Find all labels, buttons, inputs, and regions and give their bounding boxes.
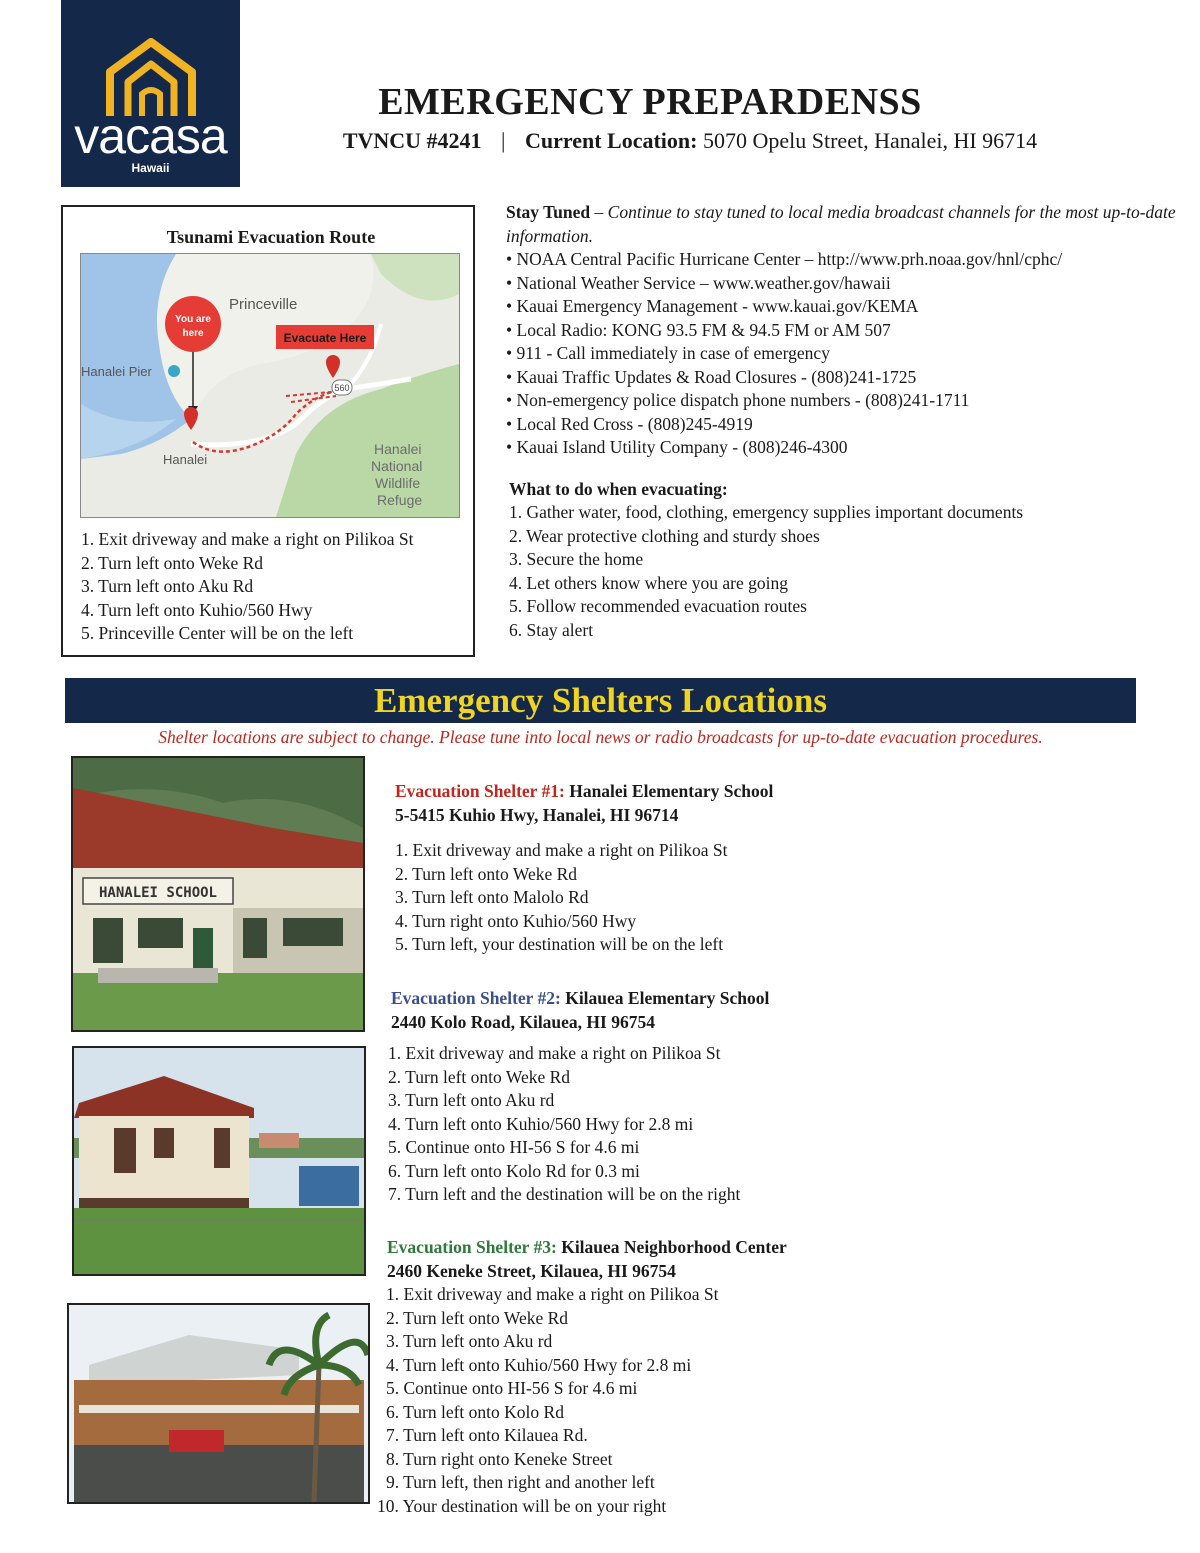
resource-item: • 911 - Call immediately in case of emergency — [506, 343, 830, 363]
shelter-step: 5. Continue onto HI-56 S for 4.6 mi — [386, 1378, 638, 1398]
shelter-step: 1. Exit driveway and make a right on Pilikoa St — [386, 1284, 719, 1304]
route-step: 1. Exit driveway and make a right on Pilikoa St — [81, 529, 414, 549]
shelter-2-photo — [72, 1046, 366, 1276]
shelter-step: 8. Turn right onto Keneke Street — [386, 1448, 613, 1469]
shelter-step: 3. Turn left onto Malolo Rd — [395, 887, 589, 907]
map-label-refuge-1: Hanalei — [374, 441, 422, 457]
logo-brand: vacasa — [74, 108, 227, 164]
shelter-2-heading — [391, 986, 769, 1010]
shelter-3-label: Evacuation Shelter #3: — [387, 1237, 557, 1257]
info-column — [506, 201, 1186, 642]
evacuate-here-label: Evacuate Here — [283, 331, 367, 345]
shelter-1-steps — [395, 839, 727, 957]
shelter-step: 7. Turn left onto Kilauea Rd. — [386, 1425, 588, 1445]
school-sign: HANALEI SCHOOL — [98, 885, 218, 901]
resource-item: • Kauai Emergency Management - www.kauai.gov/KEMA — [506, 296, 919, 316]
you-are-here-line1: You are — [175, 314, 211, 325]
map-label-refuge-2: National — [371, 458, 423, 474]
shelter-step: 2. Turn left onto Weke Rd — [395, 863, 578, 884]
shelter-step: 6. Turn left onto Kolo Rd — [386, 1401, 564, 1422]
resource-item: • Non-emergency police dispatch phone numbers - (808)241-1711 — [506, 390, 970, 410]
evacuating-item: 6. Stay alert — [509, 619, 594, 640]
stay-tuned-paragraph — [506, 201, 1186, 248]
shelter-2-steps — [388, 1042, 740, 1207]
evacuating-item: 2. Wear protective clothing and sturdy shoes — [509, 525, 820, 546]
map-label-pier: Hanalei Pier — [81, 364, 152, 379]
evacuation-map — [80, 253, 460, 518]
you-are-here-line2: here — [182, 328, 204, 339]
shelter-step: 3. Turn left onto Aku rd — [388, 1090, 555, 1110]
shelter-3-photo — [67, 1303, 370, 1504]
evacuating-item: 4. Let others know where you are going — [509, 572, 788, 593]
location-value: 5070 Opelu Street, Hanalei, HI 96714 — [702, 128, 1038, 153]
dash: – — [590, 202, 608, 222]
resource-item: • National Weather Service – www.weather.gov/hawaii — [506, 272, 891, 293]
shelter-step: 7. Turn left and the destination will be on the right — [388, 1184, 741, 1204]
shelter-step: 4. Turn left onto Kuhio/560 Hwy for 2.8 mi — [388, 1113, 694, 1134]
stay-tuned-label: Stay Tuned — [506, 202, 591, 222]
map-label-refuge-3: Wildlife — [375, 475, 421, 491]
shelter-1-address: 5-5415 Kuhio Hwy, Hanalei, HI 96714 — [395, 805, 679, 825]
evacuating-title: What to do when evacuating: — [509, 478, 728, 499]
shelter-step: 9. Turn left, then right and another left — [386, 1472, 655, 1492]
route-step: 4. Turn left onto Kuhio/560 Hwy — [81, 599, 313, 620]
shelter-2-address: 2440 Kolo Road, Kilauea, HI 96754 — [391, 1012, 655, 1032]
property-subtitle — [260, 128, 1120, 154]
resource-item: • Local Radio: KONG 93.5 FM & 94.5 FM or AM 507 — [506, 319, 891, 340]
logo-subtitle: Hawaii — [131, 161, 170, 175]
shelters-note: Shelter locations are subject to change. Please tune into local news or radio broadcasts for up-to-date evacuation procedures. — [158, 727, 1043, 747]
shelter-1-label: Evacuation Shelter #1: — [395, 781, 565, 801]
highway-shield: 560 — [334, 383, 350, 393]
shelter-step: 2. Turn left onto Weke Rd — [388, 1066, 571, 1087]
shelter-3-name: Kilauea Neighborhood Center — [561, 1237, 787, 1257]
shelter-step: 5. Turn left, your destination will be on the left — [395, 934, 724, 954]
tvncu-number: TVNCU #4241 — [342, 128, 482, 153]
resource-item: • Kauai Island Utility Company - (808)246-4300 — [506, 437, 848, 457]
resource-item: • Kauai Traffic Updates & Road Closures - (808)241-1725 — [506, 366, 917, 387]
shelter-1-photo — [71, 756, 365, 1032]
vacasa-logo — [61, 0, 240, 187]
route-step: 3. Turn left onto Aku Rd — [81, 576, 254, 596]
map-label-princeville: Princeville — [229, 296, 298, 313]
shelter-1-heading — [395, 779, 773, 803]
stay-tuned-text: Continue to stay tuned to local media broadcast channels for the most up-to-date information. — [506, 202, 1176, 246]
shelter-step: 10. Your destination will be on your right — [377, 1495, 667, 1516]
shelter-3-heading — [387, 1235, 787, 1259]
location-label: Current Location: — [524, 128, 698, 153]
shelter-step: 6. Turn left onto Kolo Rd for 0.3 mi — [388, 1160, 640, 1181]
resource-item: • NOAA Central Pacific Hurricane Center – http://www.prh.noaa.gov/hnl/cphc/ — [506, 249, 1063, 269]
shelter-3-address: 2460 Keneke Street, Kilauea, HI 96754 — [387, 1261, 676, 1281]
shelters-title: Emergency Shelters Locations — [374, 681, 827, 720]
shelter-step: 2. Turn left onto Weke Rd — [386, 1307, 569, 1328]
shelter-1-name: Hanalei Elementary School — [569, 781, 774, 801]
evacuating-item: 1. Gather water, food, clothing, emergency supplies important documents — [509, 502, 1024, 522]
shelter-step: 3. Turn left onto Aku rd — [386, 1331, 553, 1351]
map-label-refuge-4: Refuge — [377, 492, 423, 508]
resource-item: • Local Red Cross - (808)245-4919 — [506, 413, 753, 434]
evacuating-item: 3. Secure the home — [509, 549, 644, 569]
shelter-3-steps — [377, 1283, 718, 1518]
map-label-hanalei: Hanalei — [163, 452, 208, 467]
route-step: 5. Princeville Center will be on the left — [81, 623, 354, 643]
route-title: Tsunami Evacuation Route — [166, 227, 376, 247]
shelter-step: 4. Turn left onto Kuhio/560 Hwy for 2.8 mi — [386, 1354, 692, 1375]
shelter-step: 4. Turn right onto Kuhio/560 Hwy — [395, 910, 637, 931]
shelter-2-name: Kilauea Elementary School — [565, 988, 770, 1008]
shelter-step: 1. Exit driveway and make a right on Pilikoa St — [395, 840, 728, 860]
separator: | — [501, 128, 506, 153]
shelter-2-label: Evacuation Shelter #2: — [391, 988, 561, 1008]
page-title: EMERGENCY PREPARDENSS — [378, 81, 922, 123]
pier-icon — [168, 365, 180, 377]
evacuating-item: 5. Follow recommended evacuation routes — [509, 596, 807, 616]
route-steps-list — [81, 528, 475, 646]
shelter-step: 5. Continue onto HI-56 S for 4.6 mi — [388, 1137, 640, 1157]
shelter-step: 1. Exit driveway and make a right on Pilikoa St — [388, 1043, 721, 1063]
route-step: 2. Turn left onto Weke Rd — [81, 552, 264, 573]
